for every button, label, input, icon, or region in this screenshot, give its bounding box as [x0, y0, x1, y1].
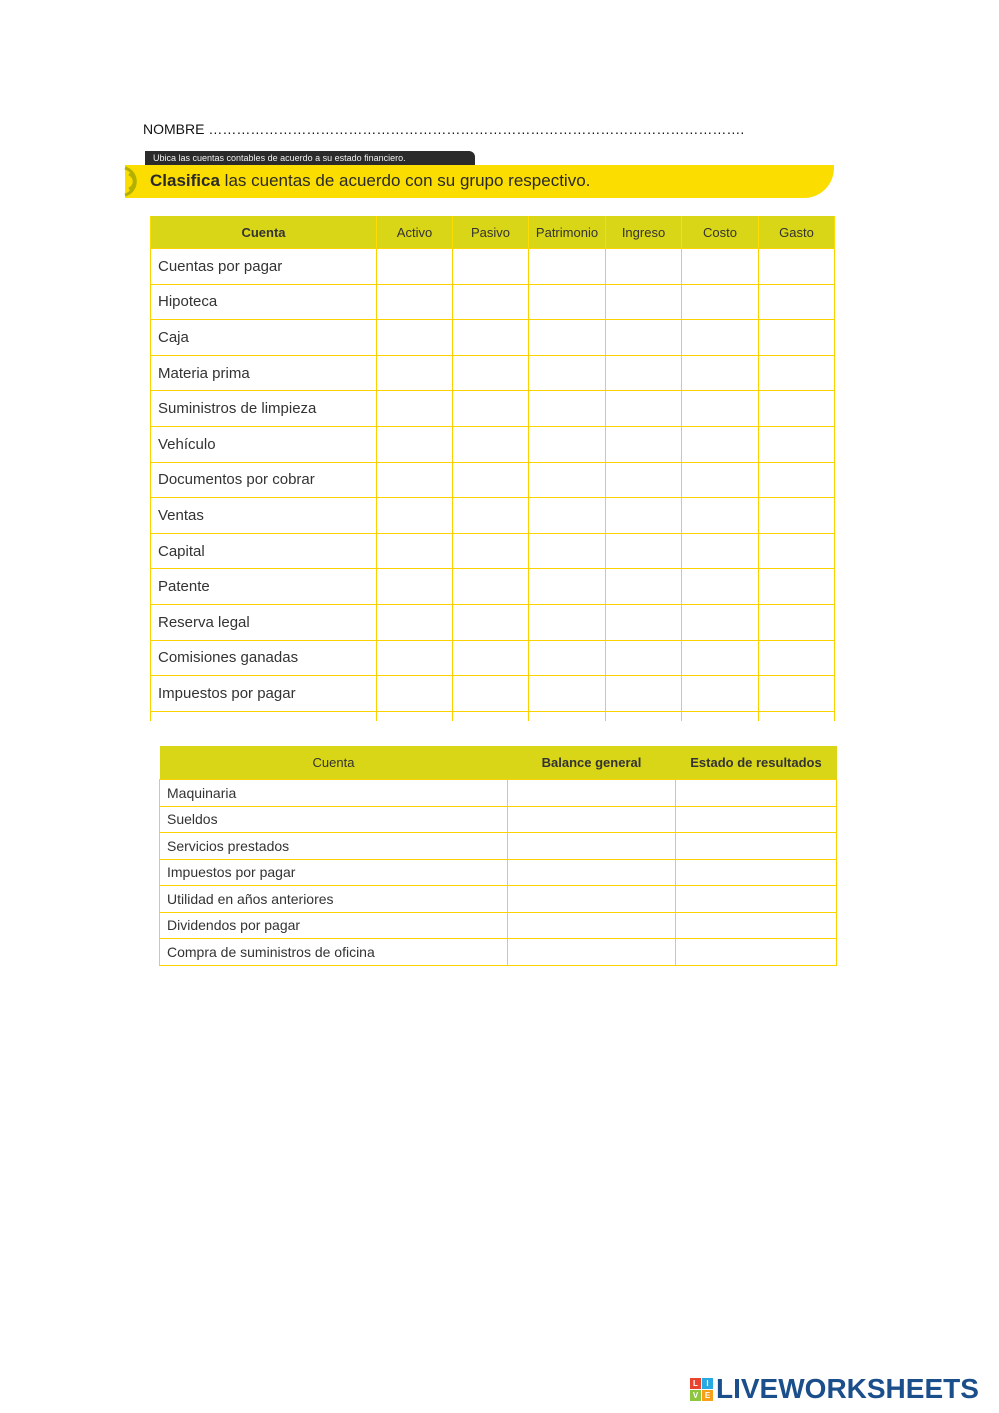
empty-cell: [759, 711, 835, 721]
answer-cell-activo[interactable]: [377, 249, 453, 285]
account-name-cell: Patente: [151, 569, 377, 605]
answer-cell-gasto[interactable]: [759, 462, 835, 498]
col-header-cuenta: Cuenta: [160, 746, 508, 780]
statement-table: [159, 746, 837, 966]
answer-cell-costo[interactable]: [682, 604, 759, 640]
answer-cell-pasivo[interactable]: [453, 391, 529, 427]
answer-cell-gasto[interactable]: [759, 569, 835, 605]
answer-cell-estado-resultados[interactable]: [676, 833, 837, 860]
answer-cell-pasivo[interactable]: [453, 676, 529, 712]
answer-cell-patrimonio[interactable]: [529, 533, 606, 569]
logo-letter: L: [690, 1378, 701, 1389]
answer-cell-patrimonio[interactable]: [529, 569, 606, 605]
answer-cell-activo[interactable]: [377, 320, 453, 356]
answer-cell-patrimonio[interactable]: [529, 355, 606, 391]
answer-cell-ingreso[interactable]: [606, 640, 682, 676]
answer-cell-estado-resultados[interactable]: [676, 939, 837, 966]
answer-cell-ingreso[interactable]: [606, 426, 682, 462]
empty-cell: [453, 711, 529, 721]
answer-cell-pasivo[interactable]: [453, 533, 529, 569]
answer-cell-costo[interactable]: [682, 498, 759, 534]
answer-cell-pasivo[interactable]: [453, 320, 529, 356]
answer-cell-gasto[interactable]: [759, 604, 835, 640]
answer-cell-balance-general[interactable]: [508, 939, 676, 966]
table-row: [151, 391, 835, 427]
answer-cell-pasivo[interactable]: [453, 569, 529, 605]
col-header-costo: Costo: [682, 216, 759, 249]
banner-title-bold: Clasifica: [150, 171, 220, 190]
account-name-cell: Dividendos por pagar: [160, 912, 508, 939]
answer-cell-gasto[interactable]: [759, 320, 835, 356]
answer-cell-costo[interactable]: [682, 249, 759, 285]
answer-cell-balance-general[interactable]: [508, 886, 676, 913]
answer-cell-gasto[interactable]: [759, 676, 835, 712]
answer-cell-ingreso[interactable]: [606, 355, 682, 391]
answer-cell-activo[interactable]: [377, 498, 453, 534]
table-row: [160, 886, 837, 913]
answer-cell-costo[interactable]: [682, 426, 759, 462]
account-name-cell: Suministros de limpieza: [151, 391, 377, 427]
answer-cell-patrimonio[interactable]: [529, 391, 606, 427]
table-row: [151, 640, 835, 676]
answer-cell-ingreso[interactable]: [606, 533, 682, 569]
answer-cell-activo[interactable]: [377, 604, 453, 640]
answer-cell-patrimonio[interactable]: [529, 640, 606, 676]
answer-cell-balance-general[interactable]: [508, 780, 676, 807]
classification-table: [150, 216, 835, 721]
answer-cell-ingreso[interactable]: [606, 284, 682, 320]
liveworksheets-logo: [690, 1374, 979, 1404]
answer-cell-ingreso[interactable]: [606, 676, 682, 712]
answer-cell-pasivo[interactable]: [453, 284, 529, 320]
table-row: [151, 462, 835, 498]
answer-cell-activo[interactable]: [377, 284, 453, 320]
answer-cell-patrimonio[interactable]: [529, 320, 606, 356]
table-row: [151, 426, 835, 462]
answer-cell-gasto[interactable]: [759, 249, 835, 285]
table-row: [160, 806, 837, 833]
col-header-pasivo: Pasivo: [453, 216, 529, 249]
answer-cell-ingreso[interactable]: [606, 391, 682, 427]
table-row: [160, 780, 837, 807]
answer-cell-costo[interactable]: [682, 569, 759, 605]
col-header-gasto: Gasto: [759, 216, 835, 249]
answer-cell-balance-general[interactable]: [508, 859, 676, 886]
answer-cell-balance-general[interactable]: [508, 912, 676, 939]
answer-cell-ingreso[interactable]: [606, 569, 682, 605]
logo-letter: V: [690, 1390, 701, 1401]
answer-cell-patrimonio[interactable]: [529, 462, 606, 498]
account-name-cell: Impuestos por pagar: [160, 859, 508, 886]
answer-cell-ingreso[interactable]: [606, 249, 682, 285]
answer-cell-costo[interactable]: [682, 284, 759, 320]
empty-cell: [151, 711, 377, 721]
logo-letter: E: [702, 1390, 713, 1401]
table-row: [160, 859, 837, 886]
banner-title-rest: las cuentas de acuerdo con su grupo respectivo.: [219, 171, 591, 190]
table-row: [151, 320, 835, 356]
logo-text: LIVEWORKSHEETS: [716, 1373, 979, 1404]
account-name-cell: Sueldos: [160, 806, 508, 833]
answer-cell-activo[interactable]: [377, 640, 453, 676]
answer-cell-gasto[interactable]: [759, 640, 835, 676]
account-name-cell: Hipoteca: [151, 284, 377, 320]
answer-cell-costo[interactable]: [682, 533, 759, 569]
answer-cell-gasto[interactable]: [759, 355, 835, 391]
banner-title: [150, 171, 590, 191]
table-row: [160, 939, 837, 966]
empty-cell: [606, 711, 682, 721]
account-name-cell: Compra de suministros de oficina: [160, 939, 508, 966]
table-row: [151, 284, 835, 320]
title-banner: [125, 165, 834, 198]
answer-cell-activo[interactable]: [377, 426, 453, 462]
answer-cell-activo[interactable]: [377, 569, 453, 605]
account-name-cell: Capital: [151, 533, 377, 569]
table-row: [151, 676, 835, 712]
answer-cell-activo[interactable]: [377, 533, 453, 569]
answer-cell-pasivo[interactable]: [453, 249, 529, 285]
answer-cell-activo[interactable]: [377, 391, 453, 427]
answer-cell-ingreso[interactable]: [606, 320, 682, 356]
col-header-patrimonio: Patrimonio: [529, 216, 606, 249]
answer-cell-ingreso[interactable]: [606, 462, 682, 498]
account-name-cell: Maquinaria: [160, 780, 508, 807]
answer-cell-estado-resultados[interactable]: [676, 912, 837, 939]
answer-cell-pasivo[interactable]: [453, 498, 529, 534]
table-header-row: [151, 216, 835, 249]
account-name-cell: Servicios prestados: [160, 833, 508, 860]
answer-cell-patrimonio[interactable]: [529, 676, 606, 712]
account-name-cell: Utilidad en años anteriores: [160, 886, 508, 913]
answer-cell-pasivo[interactable]: [453, 604, 529, 640]
nombre-field-label: NOMBRE …………………………………………………………………………………………………….: [143, 121, 745, 137]
answer-cell-activo[interactable]: [377, 676, 453, 712]
empty-cell: [682, 711, 759, 721]
table-row: [151, 604, 835, 640]
account-name-cell: Cuentas por pagar: [151, 249, 377, 285]
answer-cell-pasivo[interactable]: [453, 462, 529, 498]
col-header-cuenta: Cuenta: [151, 216, 377, 249]
answer-cell-patrimonio[interactable]: [529, 284, 606, 320]
answer-cell-costo[interactable]: [682, 640, 759, 676]
answer-cell-costo[interactable]: [682, 391, 759, 427]
account-name-cell: Comisiones ganadas: [151, 640, 377, 676]
table-row: [151, 498, 835, 534]
answer-cell-balance-general[interactable]: [508, 806, 676, 833]
answer-cell-activo[interactable]: [377, 355, 453, 391]
answer-cell-patrimonio[interactable]: [529, 426, 606, 462]
answer-cell-patrimonio[interactable]: [529, 498, 606, 534]
empty-cell: [377, 711, 453, 721]
answer-cell-gasto[interactable]: [759, 533, 835, 569]
answer-cell-ingreso[interactable]: [606, 604, 682, 640]
answer-cell-pasivo[interactable]: [453, 426, 529, 462]
answer-cell-estado-resultados[interactable]: [676, 886, 837, 913]
answer-cell-gasto[interactable]: [759, 498, 835, 534]
answer-cell-gasto[interactable]: [759, 284, 835, 320]
answer-cell-ingreso[interactable]: [606, 498, 682, 534]
answer-cell-estado-resultados[interactable]: [676, 806, 837, 833]
table-row-trailing: [151, 711, 835, 721]
table-header-row: [160, 746, 837, 780]
account-name-cell: Materia prima: [151, 355, 377, 391]
table-row: [160, 912, 837, 939]
logo-letter: I: [702, 1378, 713, 1389]
table-row: [151, 249, 835, 285]
table-row: [151, 533, 835, 569]
account-name-cell: Caja: [151, 320, 377, 356]
answer-cell-estado-resultados[interactable]: [676, 780, 837, 807]
answer-cell-activo[interactable]: [377, 462, 453, 498]
col-header-activo: Activo: [377, 216, 453, 249]
empty-cell: [529, 711, 606, 721]
account-name-cell: Documentos por cobrar: [151, 462, 377, 498]
col-header-ingreso: Ingreso: [606, 216, 682, 249]
col-header-estado-resultados: Estado de resultados: [676, 746, 837, 780]
answer-cell-estado-resultados[interactable]: [676, 859, 837, 886]
answer-cell-pasivo[interactable]: [453, 640, 529, 676]
table-row: [151, 355, 835, 391]
answer-cell-pasivo[interactable]: [453, 355, 529, 391]
account-name-cell: Reserva legal: [151, 604, 377, 640]
answer-cell-costo[interactable]: [682, 676, 759, 712]
table-row: [151, 569, 835, 605]
answer-cell-costo[interactable]: [682, 320, 759, 356]
answer-cell-gasto[interactable]: [759, 391, 835, 427]
logo-mark-icon: [690, 1378, 713, 1401]
account-name-cell: Vehículo: [151, 426, 377, 462]
instruction-tab: Ubica las cuentas contables de acuerdo a su estado financiero.: [145, 151, 475, 165]
account-name-cell: Ventas: [151, 498, 377, 534]
answer-cell-patrimonio[interactable]: [529, 604, 606, 640]
signal-waves-icon: [115, 165, 148, 198]
answer-cell-costo[interactable]: [682, 462, 759, 498]
answer-cell-gasto[interactable]: [759, 426, 835, 462]
answer-cell-balance-general[interactable]: [508, 833, 676, 860]
col-header-balance-general: Balance general: [508, 746, 676, 780]
answer-cell-costo[interactable]: [682, 355, 759, 391]
answer-cell-patrimonio[interactable]: [529, 249, 606, 285]
account-name-cell: Impuestos por pagar: [151, 676, 377, 712]
table-row: [160, 833, 837, 860]
